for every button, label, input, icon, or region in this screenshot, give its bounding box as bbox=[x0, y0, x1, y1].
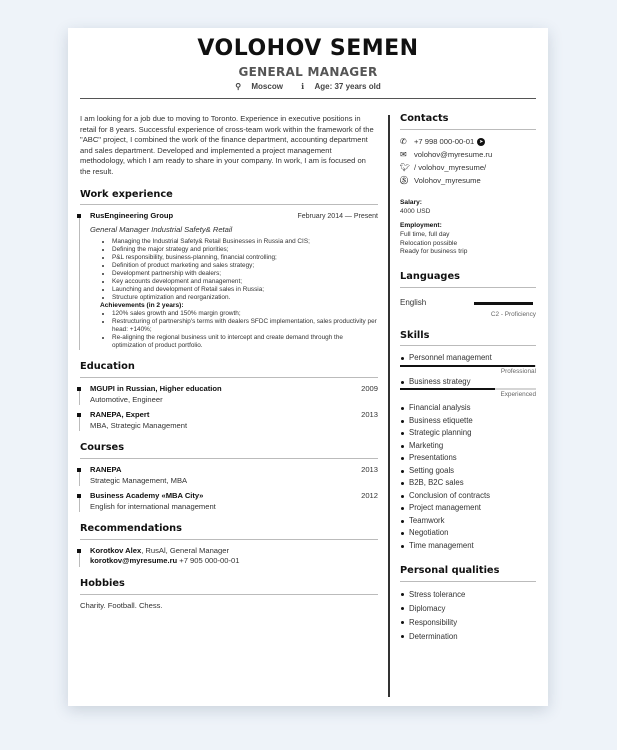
section-rule bbox=[80, 594, 378, 595]
section-rule bbox=[400, 345, 536, 346]
entry-line bbox=[79, 498, 80, 512]
quality-item: Responsibility bbox=[400, 616, 536, 630]
work-company: RusEngineering Group bbox=[90, 211, 174, 221]
hobbies-title: Hobbies bbox=[80, 578, 125, 590]
duty-item: • Structure optimization and reorganization. bbox=[112, 294, 378, 302]
skill-item: Conclusion of contracts bbox=[400, 490, 536, 503]
duty-item: • Definition of product marketing and sales strategy; bbox=[112, 262, 378, 270]
left-column bbox=[80, 114, 378, 611]
skill-item: Setting goals bbox=[400, 465, 536, 478]
work-achievements bbox=[90, 310, 378, 350]
resume-sheet bbox=[68, 28, 548, 706]
achievement-item: • Re-aligning the regional business unit to intercept and create demand through the optimization of product portfolio. bbox=[112, 334, 378, 350]
duty-item: • Development partnership with dealers; bbox=[112, 270, 378, 278]
skill-item: Strategic planning bbox=[400, 427, 536, 440]
edu-year: 2009 bbox=[361, 383, 378, 393]
education-entry bbox=[80, 410, 378, 431]
course-year: 2013 bbox=[361, 464, 378, 474]
section-rule bbox=[80, 458, 378, 459]
salary-label: Salary: bbox=[400, 198, 422, 206]
skill-item: Negotiation bbox=[400, 527, 536, 540]
course-name: RANEPA bbox=[90, 464, 122, 474]
skill-item: Marketing bbox=[400, 440, 536, 453]
section-rule bbox=[400, 581, 536, 582]
skill-item: Teamwork bbox=[400, 515, 536, 528]
candidate-title: GENERAL MANAGER bbox=[238, 65, 378, 79]
course-detail: English for international management bbox=[90, 501, 216, 511]
work-duties bbox=[90, 238, 378, 302]
section-rule bbox=[80, 204, 378, 205]
right-column bbox=[400, 114, 536, 644]
contacts-title: Contacts bbox=[400, 113, 449, 124]
edu-detail: Automotive, Engineer bbox=[90, 394, 163, 404]
mail-icon: ✉ bbox=[400, 149, 407, 159]
edu-detail: MBA, Strategic Management bbox=[90, 420, 188, 430]
edu-name: RANEPA, Expert bbox=[90, 410, 150, 420]
header-divider bbox=[80, 98, 536, 99]
entry-line bbox=[79, 553, 80, 567]
rec-email[interactable]: korotkov@myresume.ru bbox=[90, 556, 178, 566]
duty-item: • Managing the Industrial Safety& Retail Businesses in Russia and CIS; bbox=[112, 238, 378, 246]
hobbies-text: Charity. Football. Chess. bbox=[80, 600, 163, 610]
course-entry bbox=[80, 491, 378, 512]
quality-item: Determination bbox=[400, 630, 536, 644]
achievement-item: • Restructuring of partnership's terms with dealers SFDC implementation, sales productivity per head: +140%; bbox=[112, 318, 378, 334]
edu-name: MGUPI in Russian, Higher education bbox=[90, 383, 222, 393]
phone-value: +7 998 000-00-01 bbox=[414, 136, 475, 146]
education-entry bbox=[80, 384, 378, 405]
course-name: Business Academy «MBA City» bbox=[90, 491, 204, 501]
skill-bar bbox=[400, 365, 536, 367]
skill-level: Experienced bbox=[500, 391, 536, 399]
quality-item: Stress tolerance bbox=[400, 588, 536, 602]
location: Moscow bbox=[251, 82, 283, 91]
contact-email[interactable] bbox=[400, 149, 536, 162]
entry-line bbox=[79, 472, 80, 486]
language-bar bbox=[474, 302, 536, 305]
skype-icon: Ⓢ bbox=[400, 175, 408, 185]
candidate-meta bbox=[68, 82, 548, 91]
achievement-item: • 120% sales growth and 150% margin growth; bbox=[112, 310, 378, 318]
summary: I am looking for a job due to moving to Toronto. Experience in executive positions in retail for 8 years. Successful experience of cross-team work within the framework of the "ABC" project, I combined the work of the finance department, accounting department and sales department. Developed and implemented a project management methodology, which I am ready to share in your company. In work, I am is focused on the result. bbox=[80, 114, 374, 176]
skill-bar bbox=[400, 388, 536, 390]
twitter-value: / volohov_myresume/ bbox=[414, 162, 487, 172]
candidate-name: VOLOHOV SEMEN bbox=[197, 36, 419, 61]
entry-line bbox=[79, 218, 80, 350]
duty-item: • Defining the major strategy and priorities; bbox=[112, 246, 378, 254]
work-period: February 2014 — Present bbox=[297, 213, 378, 221]
quality-item: Diplomacy bbox=[400, 602, 536, 616]
skill-bar-fill bbox=[400, 388, 495, 390]
skills-title: Skills bbox=[400, 329, 430, 341]
work-entry bbox=[80, 211, 378, 350]
education-title: Education bbox=[80, 361, 135, 373]
duty-item: • P&L responsibility, business-planning, financial controlling; bbox=[112, 254, 378, 262]
employment-item: Relocation possible bbox=[400, 239, 458, 247]
section-rule bbox=[80, 539, 378, 540]
language-level: C2 - Proficiency bbox=[490, 310, 536, 318]
entry-line bbox=[79, 417, 80, 431]
skill-item: Project management bbox=[400, 502, 536, 515]
rec-org: , RusAl, General Manager bbox=[141, 545, 229, 555]
skill-item: B2B, B2C sales bbox=[400, 477, 536, 490]
contact-twitter[interactable] bbox=[400, 162, 536, 175]
language-name: English bbox=[400, 298, 427, 307]
entry-line bbox=[79, 391, 80, 405]
language-bar-fill bbox=[474, 302, 533, 305]
skill-item: Business strategy bbox=[400, 376, 536, 389]
duty-item: • Launching and development of Retail sales in Russia; bbox=[112, 286, 378, 294]
email-value: volohov@myresume.ru bbox=[414, 149, 493, 159]
skill-item: Personnel management bbox=[400, 352, 536, 365]
recommendation-entry bbox=[80, 546, 378, 567]
skill-bar-fill bbox=[400, 365, 535, 367]
skill-level: Professional bbox=[500, 367, 536, 375]
work-title: Work experience bbox=[80, 188, 173, 200]
contact-skype[interactable] bbox=[400, 175, 536, 188]
section-rule bbox=[80, 377, 378, 378]
age: Age: 37 years old bbox=[314, 82, 381, 91]
employment-item: Full time, full day bbox=[400, 231, 450, 239]
location-pin-icon: ⚲ bbox=[235, 82, 242, 91]
telegram-icon: ➤ bbox=[479, 139, 484, 146]
qualities-title: Personal qualities bbox=[400, 565, 500, 577]
section-rule bbox=[400, 287, 536, 288]
employment-item: Ready for business trip bbox=[400, 248, 468, 255]
course-entry bbox=[80, 465, 378, 486]
courses-title: Courses bbox=[80, 442, 125, 454]
duty-item: • Key accounts development and management; bbox=[112, 278, 378, 286]
skill-item: Financial analysis bbox=[400, 402, 536, 415]
recommendations-title: Recommendations bbox=[80, 523, 182, 535]
skype-value: Volohov_myresume bbox=[414, 175, 481, 185]
phone-icon: ✆ bbox=[400, 136, 407, 146]
twitter-icon: 🐦︎ bbox=[400, 162, 411, 172]
achievements-label: Achievements (in 2 years): bbox=[100, 302, 184, 310]
skill-item: Business etiquette bbox=[400, 415, 536, 428]
course-year: 2012 bbox=[361, 491, 378, 501]
salary-value: 4000 USD bbox=[400, 208, 431, 216]
rec-phone: +7 905 000-00-01 bbox=[177, 556, 240, 566]
employment-label: Employment: bbox=[400, 221, 442, 229]
contact-phone[interactable] bbox=[400, 136, 536, 149]
skill-item: Time management bbox=[400, 540, 536, 553]
language-item bbox=[400, 298, 536, 309]
skill-item: Presentations bbox=[400, 452, 536, 465]
info-icon: ℹ bbox=[301, 82, 305, 91]
rec-name: Korotkov Alex bbox=[90, 545, 142, 555]
section-rule bbox=[400, 129, 536, 130]
column-divider bbox=[388, 115, 390, 697]
edu-year: 2013 bbox=[361, 410, 378, 420]
course-detail: Strategic Management, MBA bbox=[90, 475, 188, 485]
work-position: General Manager Industrial Safety& Retail bbox=[90, 224, 233, 234]
languages-title: Languages bbox=[400, 271, 460, 283]
